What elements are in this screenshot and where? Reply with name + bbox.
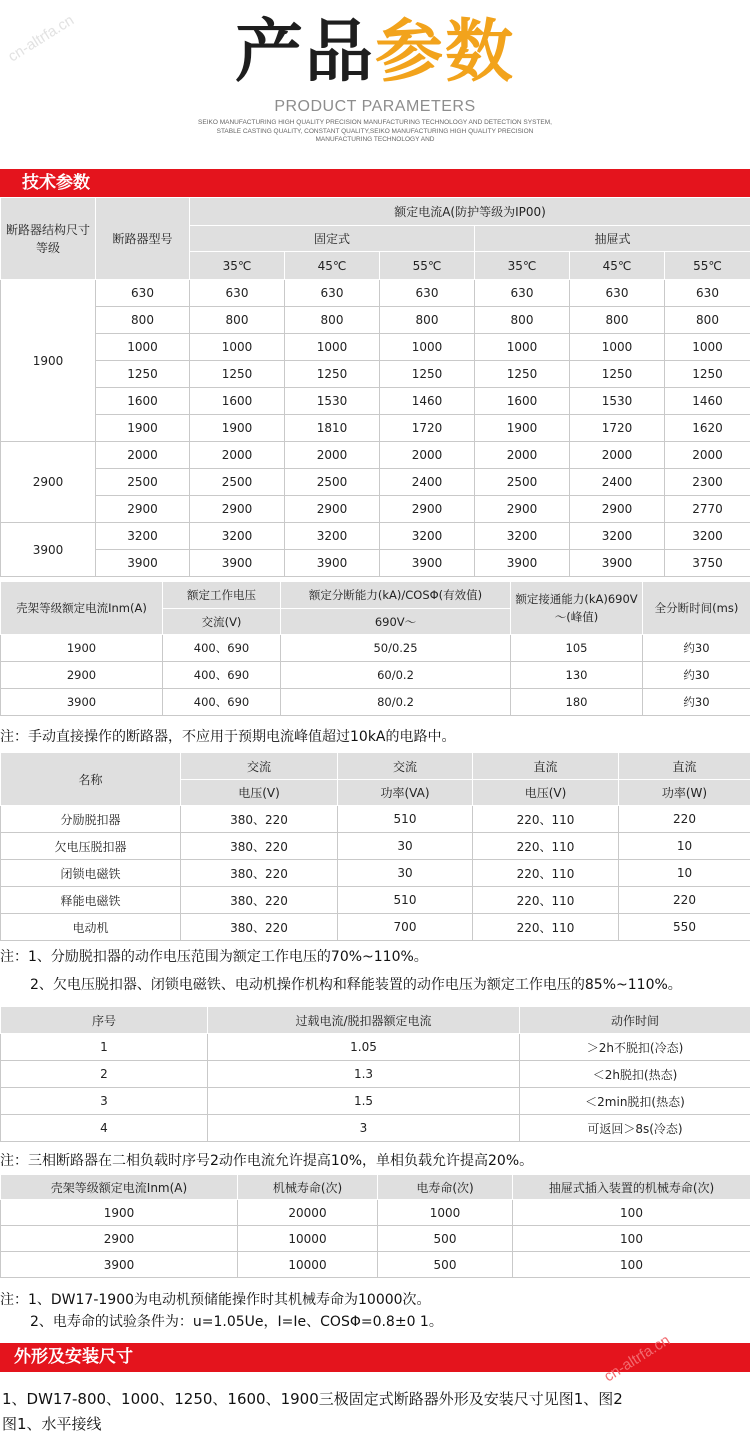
- page-header: [0, 0, 750, 168]
- table-cell: 2770: [665, 496, 750, 523]
- table-cell: 3900: [190, 550, 285, 577]
- table-cell: 2900: [190, 496, 285, 523]
- table-cell: 3900: [1, 689, 163, 716]
- rated-current-table: [0, 197, 750, 577]
- table-cell: 3200: [96, 523, 190, 550]
- table-cell: 1250: [380, 361, 475, 388]
- size-grade-cell: 3900: [1, 523, 96, 577]
- table-cell: 630: [96, 280, 190, 307]
- header-frame-current: 壳架等级额定电流Inm(A): [1, 582, 163, 635]
- table-cell: 2500: [96, 469, 190, 496]
- table-cell: 1460: [380, 388, 475, 415]
- table-cell: 1000: [285, 334, 380, 361]
- title-part-dark: 产品: [235, 13, 375, 92]
- table-cell: 1250: [96, 361, 190, 388]
- header-ac: 交流: [181, 753, 338, 780]
- table-cell: 2000: [380, 442, 475, 469]
- table-cell: 2500: [190, 469, 285, 496]
- table-cell: 800: [380, 307, 475, 334]
- table-cell: 10: [619, 833, 750, 860]
- header-action-time: 动作时间: [520, 1007, 750, 1034]
- table-cell: 1000: [190, 334, 285, 361]
- table-cell: 3900: [475, 550, 570, 577]
- section-bar-tech-params: 技术参数: [0, 169, 750, 197]
- header-rated-current: 额定电流A(防护等级为IP00): [190, 198, 750, 226]
- table-cell: 220: [619, 806, 750, 833]
- table-cell: 2400: [570, 469, 665, 496]
- table-cell: 400、690: [163, 689, 281, 716]
- table-cell: 3: [1, 1088, 208, 1115]
- table-cell: 800: [475, 307, 570, 334]
- header-voltage: 电压(V): [473, 780, 619, 806]
- page-title: [0, 10, 750, 96]
- table-cell: 220: [619, 887, 750, 914]
- table-cell: 630: [665, 280, 750, 307]
- page-subtitle: PRODUCT PARAMETERS: [0, 98, 750, 116]
- table-cell: 2000: [190, 442, 285, 469]
- table-cell: 1900: [1, 635, 163, 662]
- table-cell: 550: [619, 914, 750, 941]
- table-cell: 欠电压脱扣器: [1, 833, 181, 860]
- table-cell: 1250: [665, 361, 750, 388]
- table-cell: 10000: [238, 1252, 378, 1278]
- table-cell: 3900: [570, 550, 665, 577]
- table-cell: 700: [338, 914, 473, 941]
- table-cell: 30: [338, 833, 473, 860]
- table-cell: 220、110: [473, 914, 619, 941]
- table-cell: ＜2min脱扣(热态): [520, 1088, 750, 1115]
- table-cell: 1000: [475, 334, 570, 361]
- table-cell: 1600: [96, 388, 190, 415]
- header-drawer-type: 抽屉式: [475, 226, 750, 252]
- note-shunt-voltage: 注：1、分励脱扣器的动作电压范围为额定工作电压的70%~110%。: [0, 946, 428, 968]
- header-temp: 35℃: [190, 252, 285, 280]
- table-cell: 380、220: [181, 806, 338, 833]
- note-manual-operation: 注：手动直接操作的断路器，不应用于预期电流峰值超过10kA的电路中。: [0, 726, 456, 748]
- table-cell: 1720: [570, 415, 665, 442]
- table-cell: 10000: [238, 1226, 378, 1252]
- table-cell: 100: [513, 1252, 750, 1278]
- table-cell: 1: [1, 1034, 208, 1061]
- table-cell: 800: [96, 307, 190, 334]
- size-grade-cell: 1900: [1, 280, 96, 442]
- table-cell: 1.05: [208, 1034, 520, 1061]
- table-cell: 3200: [190, 523, 285, 550]
- table-cell: 10: [619, 860, 750, 887]
- table-cell: 180: [511, 689, 643, 716]
- table-cell: 3200: [665, 523, 750, 550]
- table-cell: 1720: [380, 415, 475, 442]
- table-cell: 20000: [238, 1200, 378, 1226]
- table-cell: 220、110: [473, 806, 619, 833]
- table-cell: 1000: [96, 334, 190, 361]
- note-three-phase: 注：三相断路器在二相负载时序号2动作电流允许提高10%，单相负载允许提高20%。: [0, 1150, 533, 1172]
- table-cell: 380、220: [181, 860, 338, 887]
- table-cell: 1900: [475, 415, 570, 442]
- table-cell: 2000: [285, 442, 380, 469]
- section-bar-dimensions: 外形及安装尺寸: [0, 1343, 750, 1372]
- table-cell: 630: [190, 280, 285, 307]
- table-cell: 3200: [285, 523, 380, 550]
- header-temp: 55℃: [380, 252, 475, 280]
- table-cell: 510: [338, 887, 473, 914]
- table-cell: 2000: [475, 442, 570, 469]
- table-cell: 630: [380, 280, 475, 307]
- table-cell: 130: [511, 662, 643, 689]
- table-cell: 380、220: [181, 833, 338, 860]
- size-grade-cell: 2900: [1, 442, 96, 523]
- table-cell: 1530: [285, 388, 380, 415]
- table-cell: 3200: [475, 523, 570, 550]
- header-fixed-type: 固定式: [190, 226, 475, 252]
- table-cell: 1000: [378, 1200, 513, 1226]
- header-breaker-model: 断路器型号: [96, 198, 190, 280]
- table-cell: 2300: [665, 469, 750, 496]
- header-frame-current: 壳架等级额定电流Inm(A): [1, 1175, 238, 1200]
- table-cell: 500: [378, 1226, 513, 1252]
- table-cell: 400、690: [163, 662, 281, 689]
- table-cell: ＜2h脱扣(热态): [520, 1061, 750, 1088]
- table-cell: 510: [338, 806, 473, 833]
- table-cell: 3: [208, 1115, 520, 1142]
- table-cell: 1000: [570, 334, 665, 361]
- table-cell: 1810: [285, 415, 380, 442]
- table-cell: 约30: [643, 662, 750, 689]
- table-cell: 2000: [570, 442, 665, 469]
- overload-table: [0, 1006, 750, 1142]
- table-cell: 1250: [570, 361, 665, 388]
- header-power: 功率(VA): [338, 780, 473, 806]
- table-cell: 2900: [96, 496, 190, 523]
- table-cell: 1.5: [208, 1088, 520, 1115]
- header-breaking-capacity: 额定分断能力(kA)/COSΦ(有效值): [281, 582, 511, 609]
- table-cell: 2900: [1, 662, 163, 689]
- table-cell: 2900: [285, 496, 380, 523]
- header-mech-life: 机械寿命(次): [238, 1175, 378, 1200]
- table-cell: 分励脱扣器: [1, 806, 181, 833]
- table-cell: 400、690: [163, 635, 281, 662]
- table-cell: 约30: [643, 635, 750, 662]
- table-cell: 1900: [96, 415, 190, 442]
- table-cell: 800: [285, 307, 380, 334]
- table-cell: 2000: [665, 442, 750, 469]
- table-cell: 3900: [1, 1252, 238, 1278]
- table-cell: 3900: [96, 550, 190, 577]
- table-cell: 105: [511, 635, 643, 662]
- table-cell: 3900: [380, 550, 475, 577]
- table-cell: 3200: [570, 523, 665, 550]
- table-cell: 630: [475, 280, 570, 307]
- watermark: cn-altrfa.cn: [5, 12, 77, 66]
- table-cell: 100: [513, 1200, 750, 1226]
- table-cell: 2900: [475, 496, 570, 523]
- header-overload-ratio: 过载电流/脱扣器额定电流: [208, 1007, 520, 1034]
- table-cell: 100: [513, 1226, 750, 1252]
- table-cell: 630: [570, 280, 665, 307]
- header-voltage: 电压(V): [181, 780, 338, 806]
- table-cell: 2900: [1, 1226, 238, 1252]
- table-cell: 电动机: [1, 914, 181, 941]
- header-elec-life: 电寿命(次): [378, 1175, 513, 1200]
- table-cell: 1250: [190, 361, 285, 388]
- table-cell: 4: [1, 1115, 208, 1142]
- table-cell: 1460: [665, 388, 750, 415]
- table-cell: 1250: [285, 361, 380, 388]
- table-cell: ＞2h不脱扣(冷态): [520, 1034, 750, 1061]
- table-cell: 2500: [475, 469, 570, 496]
- header-temp: 45℃: [285, 252, 380, 280]
- table-cell: 380、220: [181, 914, 338, 941]
- table-cell: 800: [570, 307, 665, 334]
- table-cell: 约30: [643, 689, 750, 716]
- table-cell: 500: [378, 1252, 513, 1278]
- figure-caption: 图1、水平接线: [2, 1413, 102, 1434]
- header-temp: 35℃: [475, 252, 570, 280]
- breaking-capacity-table: [0, 581, 750, 716]
- table-cell: 1000: [665, 334, 750, 361]
- header-ac: 交流: [338, 753, 473, 780]
- table-cell: 800: [190, 307, 285, 334]
- header-temp: 55℃: [665, 252, 750, 280]
- table-cell: 220、110: [473, 860, 619, 887]
- dimensions-description: 1、DW17-800、1000、1250、1600、1900三极固定式断路器外形及安装尺寸见图1、图2: [2, 1388, 623, 1409]
- header-power: 功率(W): [619, 780, 750, 806]
- note-undervoltage: 2、欠电压脱扣器、闭锁电磁铁、电动机操作机构和释能装置的动作电压为额定工作电压的85%~110%。: [30, 974, 682, 996]
- table-cell: 闭锁电磁铁: [1, 860, 181, 887]
- header-dc: 直流: [619, 753, 750, 780]
- table-cell: 2900: [380, 496, 475, 523]
- header-rated-voltage: 额定工作电压: [163, 582, 281, 609]
- watermark: cn-altrfa.cn: [601, 1332, 673, 1386]
- accessory-table: [0, 752, 750, 941]
- table-cell: 2400: [380, 469, 475, 496]
- table-cell: 2500: [285, 469, 380, 496]
- note-mech-life: 注：1、DW17-1900为电动机预储能操作时其机械寿命为10000次。: [0, 1289, 431, 1311]
- table-cell: 可返回＞8s(冷态): [520, 1115, 750, 1142]
- table-cell: 1530: [570, 388, 665, 415]
- header-dc: 直流: [473, 753, 619, 780]
- table-cell: 2: [1, 1061, 208, 1088]
- header-break-time: 全分断时间(ms): [643, 582, 750, 635]
- table-cell: 220、110: [473, 833, 619, 860]
- header-seq: 序号: [1, 1007, 208, 1034]
- table-cell: 1620: [665, 415, 750, 442]
- table-cell: 3900: [285, 550, 380, 577]
- table-cell: 3750: [665, 550, 750, 577]
- table-cell: 630: [285, 280, 380, 307]
- table-cell: 1.3: [208, 1061, 520, 1088]
- page-description: SEIKO MANUFACTURING HIGH QUALITY PRECISION MANUFACTURING TECHNOLOGY AND DETECTION SYSTEM, STABLE CASTING QUALITY, CONSTANT QUALITY,SEIKO MANUFACTURING HIGH QUALITY PRECISION MANUFACTURING TECHNOLOGY AND: [195, 119, 555, 145]
- table-cell: 2000: [96, 442, 190, 469]
- table-cell: 1250: [475, 361, 570, 388]
- table-cell: 380、220: [181, 887, 338, 914]
- table-cell: 释能电磁铁: [1, 887, 181, 914]
- table-cell: 80/0.2: [281, 689, 511, 716]
- table-cell: 50/0.25: [281, 635, 511, 662]
- table-cell: 3200: [380, 523, 475, 550]
- header-name: 名称: [1, 753, 181, 806]
- header-drawer-life: 抽屉式插入装置的机械寿命(次): [513, 1175, 750, 1200]
- note-elec-life-test: 2、电寿命的试验条件为：u=1.05Ue，I=Ie、COSΦ=0.8±0 1。: [30, 1311, 443, 1333]
- table-cell: 1600: [475, 388, 570, 415]
- header-690v: 690V～: [281, 609, 511, 635]
- title-part-accent: 参数: [375, 13, 515, 92]
- table-cell: 60/0.2: [281, 662, 511, 689]
- table-cell: 2900: [570, 496, 665, 523]
- header-making-capacity: 额定接通能力(kA)690V～(峰值): [511, 582, 643, 635]
- table-cell: 1600: [190, 388, 285, 415]
- header-temp: 45℃: [570, 252, 665, 280]
- table-cell: 800: [665, 307, 750, 334]
- table-cell: 1900: [1, 1200, 238, 1226]
- table-cell: 1000: [380, 334, 475, 361]
- header-size-grade: 断路器结构尺寸等级: [1, 198, 96, 280]
- lifespan-table: [0, 1174, 750, 1278]
- table-cell: 1900: [190, 415, 285, 442]
- table-cell: 220、110: [473, 887, 619, 914]
- table-cell: 30: [338, 860, 473, 887]
- header-ac-voltage: 交流(V): [163, 609, 281, 635]
